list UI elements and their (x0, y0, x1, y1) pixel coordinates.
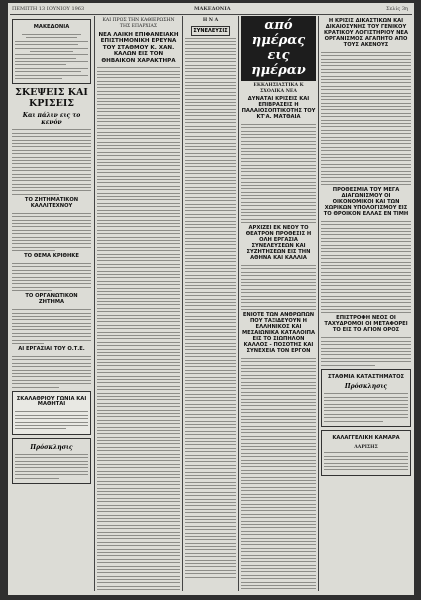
column-2 (97, 16, 180, 591)
header-page-number: Σελίς 3η (386, 6, 408, 12)
column-rule (238, 16, 239, 591)
column-1 (12, 16, 91, 591)
sub-heading: Και πάλιν εις το κενόν (22, 112, 81, 127)
column-5 (321, 16, 411, 591)
section-heading: ΤΟ ΘΕΜΑ ΚΡΙΘΗΚΕ (24, 253, 79, 260)
ad-box-title: Πρόσκλησις (30, 443, 73, 451)
body-text-block (12, 356, 91, 388)
notice-box-text (324, 393, 408, 421)
section-heading: ΤΟ ΟΡΓΑΝΩΤΙΚΟΝ ΖΗΤΗΜΑ (25, 293, 78, 306)
notice-box-text (15, 411, 88, 429)
header-paper-name: ΜΑΚΕΔΟΝΙΑ (194, 6, 231, 12)
body-text-block (12, 213, 91, 251)
notice-box (321, 369, 411, 427)
body-text-block (321, 221, 411, 314)
ad-box-text (15, 454, 88, 479)
kicker: ΚΑΙ ΠΡΟΣ ΤΗΝ ΚΑΘΙΕΡΩΣΗΝ ΤΗΣ ΕΠΑΡΧΙΑΣ (102, 18, 175, 29)
headline: ΝΕΑ ΛΑΙΚΗ ΕΠΙΦΑΝΕΙΑΚΗ ΕΠΙΣΤΗΜΟΝΙΚΗ ΕΡΕΥΝΑ ΤΟΥ ΣΤΑΘΜΟΥ Κ. ΧΑΝ. ΚΑΛΩΝ ΕΙΣ ΤΟΝ ΘΗΒΑΙΚΟΝ ΧΑΡΑΚΤΗΡΑ (98, 32, 179, 64)
header-rule (10, 14, 412, 15)
ad-box (12, 438, 91, 484)
masthead: από ημέρας εις ημέραν (241, 16, 316, 81)
notice-box (12, 391, 91, 435)
masthead-box-title: ΜΑΚΕΔΟΝΙΑ (33, 24, 70, 30)
notice-box-label: Πρόσκλησις (344, 383, 388, 391)
masthead-box-text (15, 34, 88, 79)
column-rule (318, 16, 319, 591)
body-text-block (241, 265, 316, 310)
body-text-block (12, 129, 91, 194)
headline: ΑΡΧΙΖΕΙ ΕΚ ΝΕΟΥ ΤΟ ΘΕΑΤΡΟΝ ΠΡΟΘΕΣΙΣ Η ΟΛΗ ΕΡΓΑΣΙΑ ΣΥΝΕΛΕΥΣΕΩΝ ΚΑΙ ΣΥΖΗΤΗΣΕΩΝ ΕΙΣ ΤΗΝ ΑΘΗΝΑ ΚΑΙ ΚΑΛΛΙΑ (245, 225, 312, 262)
body-text-block (321, 337, 411, 365)
body-text-block (241, 124, 316, 223)
headline: ΠΡΟΘΕΣΜΙΑ ΤΟΥ ΜΕΓΑ ΔΙΑΓΩΝΙΣΜΟΥ ΟΙ ΟΙΚΟΝΟΜΙΚΟΙ ΚΑΙ ΤΩΝ ΧΩΡΙΚΩΝ ΥΠΟΛΟΓΙΣΜΟΥ ΕΙΣ ΤΟ ΘΡΟΙΚΟΝ ΕΛΛΑΣ ΕΝ ΤΙΜΗ (323, 187, 409, 217)
header-date: ΠΕΜΠΤΗ 13 ΙΟΥΝΙΟΥ 1963 (12, 6, 85, 12)
newspaper-page (8, 3, 414, 595)
column-3 (185, 16, 236, 591)
column-3-title: ΣΥΝΕΛΕΥΣΙΣ (191, 26, 230, 36)
notice-box-subtitle: ΛΑΡΙΣΗΣ (354, 444, 378, 450)
body-text-block (12, 263, 91, 291)
body-text-block (185, 38, 236, 578)
headline: ΔΥΝΑΤΑΙ ΚΡΙΣΕΙΣ ΚΑΙ ΕΠΙΒΡΑΣΕΙΣ Η ΠΑΛΑΙΟΣΟΠΤΙΚΟΤΗΣ ΤΟΥ ΚΤ'Α. ΜΑΤΘΑΙΑ (241, 96, 316, 120)
main-heading: ΣΚΕΨΕΙΣ ΚΑΙ ΚΡΙΣΕΙΣ (15, 87, 88, 110)
notice-box-title: ΣΚΑΛΑΘΡΙΟΥ ΓΩΝΙΑ ΚΑΙ ΜΑΘΗΤΑΙ (16, 395, 87, 408)
column-rule (182, 16, 183, 591)
notice-box-title: ΣΤΑΘΜΙΑ ΚΑΤΑΣΤΗΜΑΤΟΣ (327, 373, 405, 380)
notice-box-title: ΚΑΛΑΓΓΕΛΙΚΗ ΚΑΜΑΡΑ (332, 434, 400, 441)
section-heading: ΤΟ ΖΗΤΗΜΑΤΙΚΟΝ ΚΑΛΛΙΤΕΧΝΟΥ (24, 196, 79, 209)
body-text-block (321, 52, 411, 185)
column-rule (94, 16, 95, 591)
notice-box (321, 430, 411, 476)
column-4 (241, 16, 316, 591)
notice-box-text (324, 452, 408, 470)
headline: ΕΠΙΣΤΡΟΦΗ ΝΕΟΣ ΟΙ ΤΑΧΥΔΡΟΜΟΙ ΟΙ ΜΕΤΑΦΟΡΕΙ ΤΟ ΕΙΣ ΤΟ ΑΓΙΟΝ ΟΡΟΣ (324, 315, 408, 334)
headline: Η ΚΡΙΣΙΣ ΔΙΚΑΣΤΙΚΩΝ ΚΑΙ ΔΙΚΑΙΟΣΥΝΗΣ ΤΟΥ ΓΕΝΙΚΟΥ ΚΡΑΤΙΚΟΥ ΛΟΓΙΣΤΗΡΙΟΥ ΝΕΑ ΟΡΓΑΝΙΣΜΟΣ ΑΓΑΠΗΤΟ ΑΠΟ ΤΟΥΣ ΑΚΕΝΟΥΣ (324, 18, 408, 48)
page-header (8, 5, 414, 14)
column-4-kicker: ΕΚΚΛΗΣΙΑΣΤΙΚΑ Κ ΣΧΟΛΙΚΑ ΝΕΑ (253, 83, 304, 94)
body-text-block (241, 358, 316, 591)
body-text-block (97, 67, 180, 591)
headline: ΕΝΙΟΤΕ ΤΩΝ ΑΝΘΡΩΠΩΝ ΠΟΥ ΤΑΞΙΔΕΥΟΥΝ Η ΕΛΛΗΝΙΚΟΣ ΚΑΙ ΜΕΣΑΙΩΝΙΚΑ ΚΑΤΑΛΟΙΠΑ ΕΙΣ ΤΟ ΣΙΩΠΗΛΟΝ ΚΑΛΛΟΣ - ΠΟΣΟΤΗΣ ΚΑΙ ΣΥΝΕΧΕΙΑ ΤΟΝ ΕΡΓΟΝ (241, 312, 315, 354)
body-text-block (12, 309, 91, 344)
masthead-box (12, 19, 91, 84)
column-3-subtitle: Η Ν Α (202, 18, 219, 23)
section-heading: ΑΙ ΕΡΓΑΣΙΑΙ ΤΟΥ Ο.Τ.Ε. (18, 346, 85, 353)
